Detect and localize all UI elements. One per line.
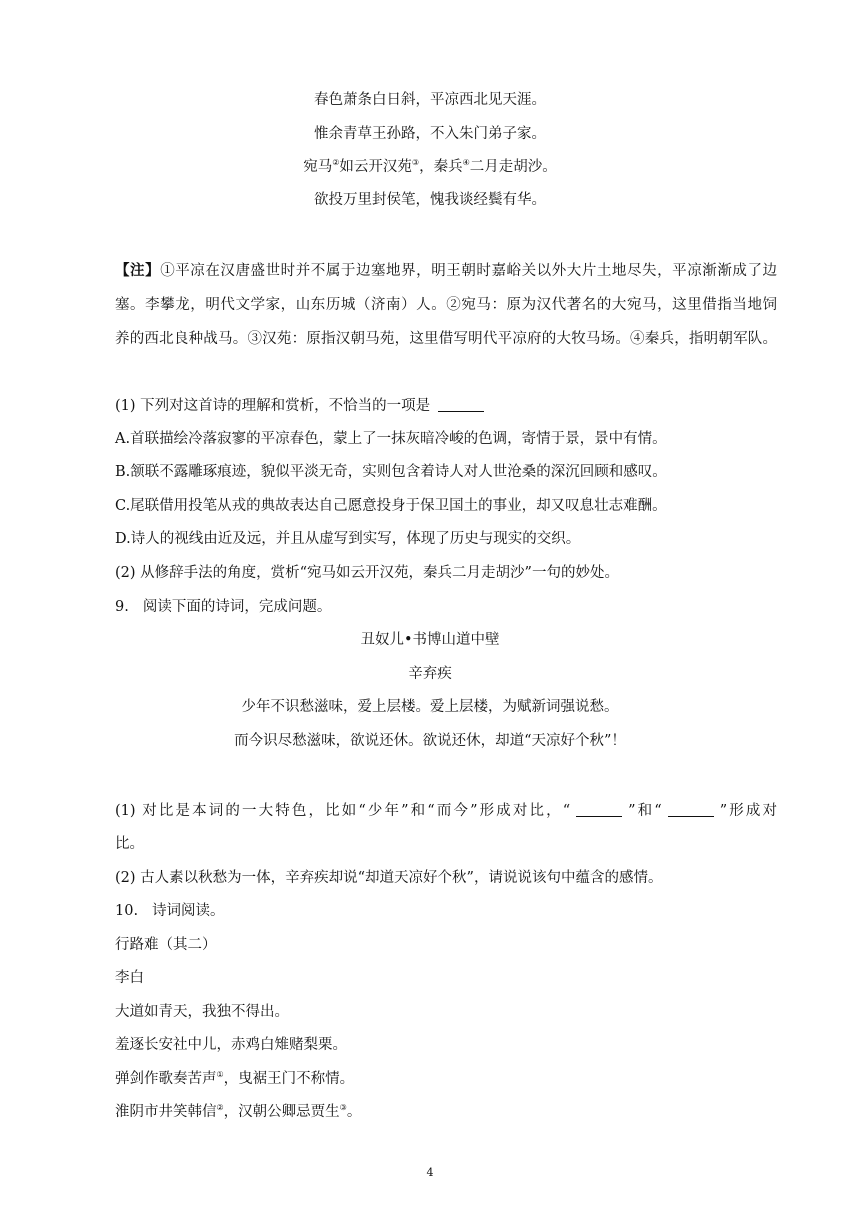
q9-sub1: (1) 对比是本词的一大特色，比如“少年”和“而今”形成对比，“ ”和“ ”形成对 <box>115 803 777 819</box>
q10-poem-title: 行路难（其二） <box>115 937 217 953</box>
q9-stem: 9. 阅读下面的诗词，完成问题。 <box>115 599 332 615</box>
answer-blank-2[interactable] <box>668 802 714 817</box>
q9-sub1-cont: 比。 <box>115 836 144 852</box>
note-line-3: 养的西北良种战马。③汉苑：原指汉朝马苑，这里借写明代平凉府的大牧马场。④秦兵，指明朝军队。 <box>115 331 777 347</box>
q9-poem-line-2: 而今识尽愁滋味，欲说还休。欲说还休，却道“天凉好个秋”！ <box>234 733 626 749</box>
q9-sub2: (2) 古人素以秋愁为一体，辛弃疾却说“却道天凉好个秋”，请说说该句中蕴含的感情。 <box>115 870 663 886</box>
q8-sub1: (1) 下列对这首诗的理解和赏析，不恰当的一项是 <box>115 396 490 416</box>
poem-line-3: 宛马②如云开汉苑③，秦兵④二月走胡沙。 <box>303 158 557 175</box>
q8-sub2: (2) 从修辞手法的角度，赏析“宛马如云开汉苑，秦兵二月走胡沙”一句的妙处。 <box>115 565 619 581</box>
q8-option-d: D.诗人的视线由近及远，并且从虚写到实写，体现了历史与现实的交织。 <box>115 531 581 547</box>
q9-poem-line-1: 少年不识愁滋味，爱上层楼。爱上层楼，为赋新词强说愁。 <box>241 699 619 715</box>
note-line-1: 【注】①平凉在汉唐盛世时并不属于边塞地界，明王朝时嘉峪关以外大片土地尽失，平凉渐渐成了边 <box>115 262 778 279</box>
q10-poem-line-2: 羞逐长安社中儿，赤鸡白雉赌梨栗。 <box>115 1037 347 1053</box>
poem-line-2: 惟余青草王孙路，不入朱门弟子家。 <box>314 126 546 142</box>
answer-blank-1[interactable] <box>576 802 622 817</box>
q10-poem-line-3: 弹剑作歌奏苦声①，曳裾王门不称情。 <box>115 1070 355 1087</box>
poem-line-4: 欲投万里封侯笔，愧我谈经鬓有华。 <box>314 192 546 208</box>
q10-poem-author: 李白 <box>115 970 144 986</box>
q10-poem-line-1: 大道如青天，我独不得出。 <box>115 1004 289 1020</box>
note-line-2: 塞。李攀龙，明代文学家，山东历城（济南）人。②宛马：原为汉代著名的大宛马，这里借指当地饲 <box>115 297 777 313</box>
page-number: 4 <box>426 1166 434 1179</box>
q8-option-c: C.尾联借用投笔从戎的典故表达自己愿意投身于保卫国土的事业，却又叹息壮志难酬。 <box>115 498 667 514</box>
q10-poem-line-4: 淮阴市井笑韩信②，汉朝公卿忌贾生③。 <box>115 1103 362 1120</box>
q9-poem-author: 辛弃疾 <box>408 666 452 682</box>
answer-blank[interactable] <box>438 397 484 412</box>
q8-option-b: B.颔联不露雕琢痕迹，貌似平淡无奇，实则包含着诗人对人世沧桑的深沉回顾和感叹。 <box>115 464 667 480</box>
q8-option-a: A.首联描绘冷落寂寥的平凉春色，蒙上了一抹灰暗冷峻的色调，寄情于景，景中有情。 <box>115 431 667 447</box>
q10-stem: 10. 诗词阅读。 <box>115 903 225 919</box>
q9-poem-title: 丑奴儿•书博山道中壁 <box>360 632 500 648</box>
poem-line-1: 春色萧条白日斜，平凉西北见天涯。 <box>314 92 546 108</box>
